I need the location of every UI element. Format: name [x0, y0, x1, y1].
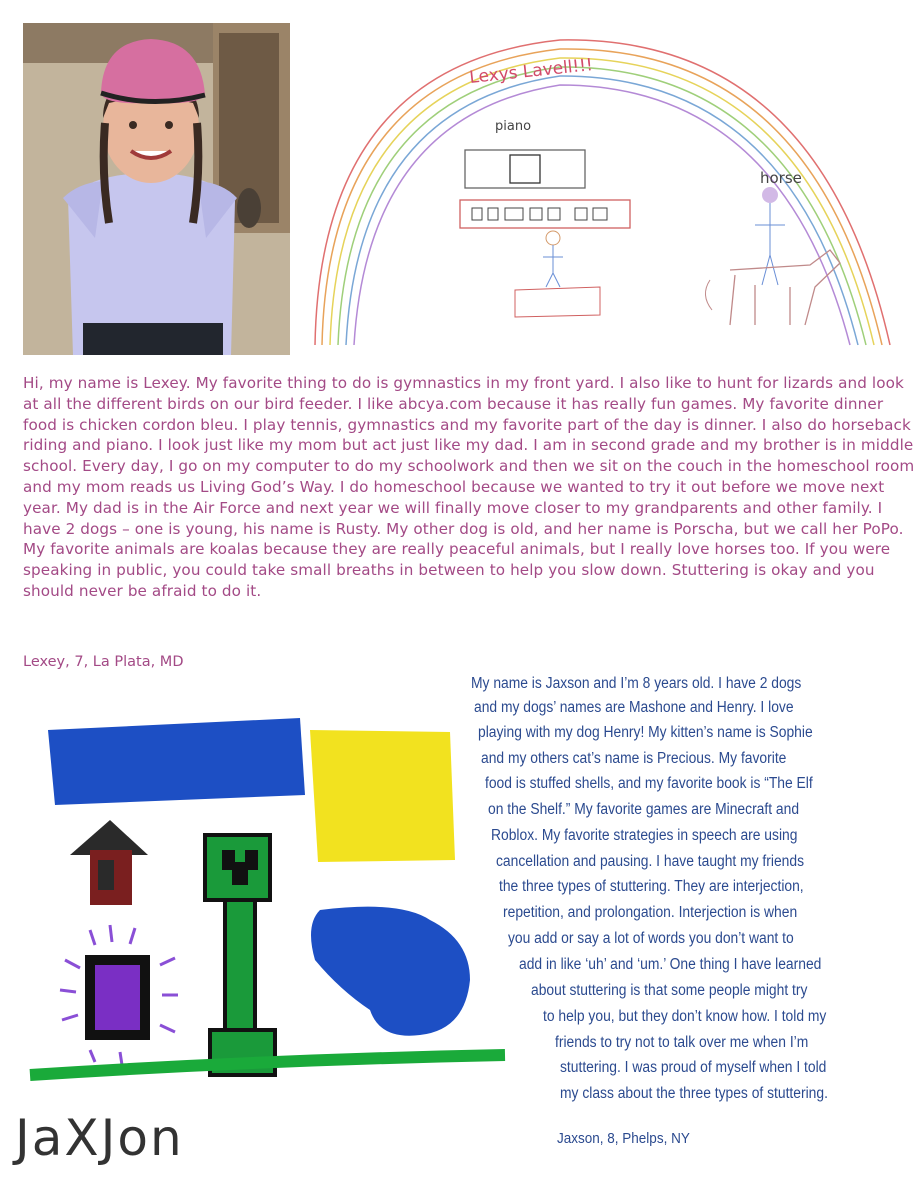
lexey-signature: Lexey, 7, La Plata, MD: [23, 654, 184, 670]
jaxson-line: the three types of stuttering. They are interjection,: [499, 878, 804, 895]
jaxson-line: cancellation and pausing. I have taught my friends: [496, 853, 805, 870]
jaxson-line: to help you, but they don’t know how. I told my: [543, 1008, 827, 1025]
drawing-title: Lexys Lavell!!!: [468, 55, 594, 88]
jaxson-line: Roblox. My favorite strategies in speech are using: [491, 827, 798, 844]
jaxson-drawing-name: JaXJon: [15, 1109, 184, 1167]
jaxson-line: playing with my dog Henry! My kitten’s name is Sophie: [478, 724, 813, 741]
jaxson-line: repetition, and prolongation. Interjection is when: [503, 904, 798, 921]
drawing-label-horse: horse: [760, 169, 802, 187]
lexey-paragraph: Hi, my name is Lexey. My favorite thing to do is gymnastics in my front yard. I also like to hunt for lizards and look at all the different birds on our bird feeder. I like abcya.com because it has really fun games. My favorite dinner food is chicken cordon bleu. I play tennis, gymnastics and my favorite part of the day is dinner. I also do horseback riding and piano. I look just like my mom but act just like my dad. I am in second grade and my brother is in middle school. Every day, I go on my computer to do my schoolwork and then we sit on the couch in the homeschool room and my mom reads us Living God’s Way. I do homeschool because we wanted to try it out before we move next year. My dad is in the Air Force and next year we will finally move closer to my grandparents and other family. I have 2 dogs – one is young, his name is Rusty. My other dog is old, and her name is Porscha, but we call her PoPo. My favorite animals are koalas because they are really peaceful animals, but I really love horses too. If you were speaking in public, you could take small breaths in between to help you slow down. Stuttering is okay and you should never be afraid to do it.: [23, 374, 915, 600]
lexey-photo: [23, 23, 290, 355]
jaxson-line: add in like ‘uh’ and ‘um.’ One thing I have learned: [519, 956, 822, 973]
jaxson-line: and my others cat’s name is Precious. My favorite: [481, 750, 787, 767]
jaxson-signature: Jaxson, 8, Phelps, NY: [557, 1130, 690, 1147]
jaxson-line: and my dogs’ names are Mashone and Henry. I love: [474, 699, 794, 716]
jaxson-line: about stuttering is that some people might try: [531, 982, 808, 999]
jaxson-line: My name is Jaxson and I’m 8 years old. I have 2 dogs: [471, 675, 802, 692]
lexey-drawing: [300, 25, 900, 355]
jaxson-line: food is stuffed shells, and my favorite book is “The Elf: [485, 775, 813, 792]
jaxson-line: you add or say a lot of words you don’t want to: [508, 930, 794, 947]
jaxson-line: my class about the three types of stuttering.: [560, 1085, 828, 1102]
jaxson-line: on the Shelf.” My favorite games are Minecraft and: [488, 801, 800, 818]
jaxson-line: friends to try not to talk over me when I’m: [555, 1034, 809, 1051]
jaxson-line: stuttering. I was proud of myself when I told: [560, 1059, 827, 1076]
jaxson-drawing: [0, 690, 520, 1190]
drawing-label-piano: piano: [495, 119, 532, 134]
